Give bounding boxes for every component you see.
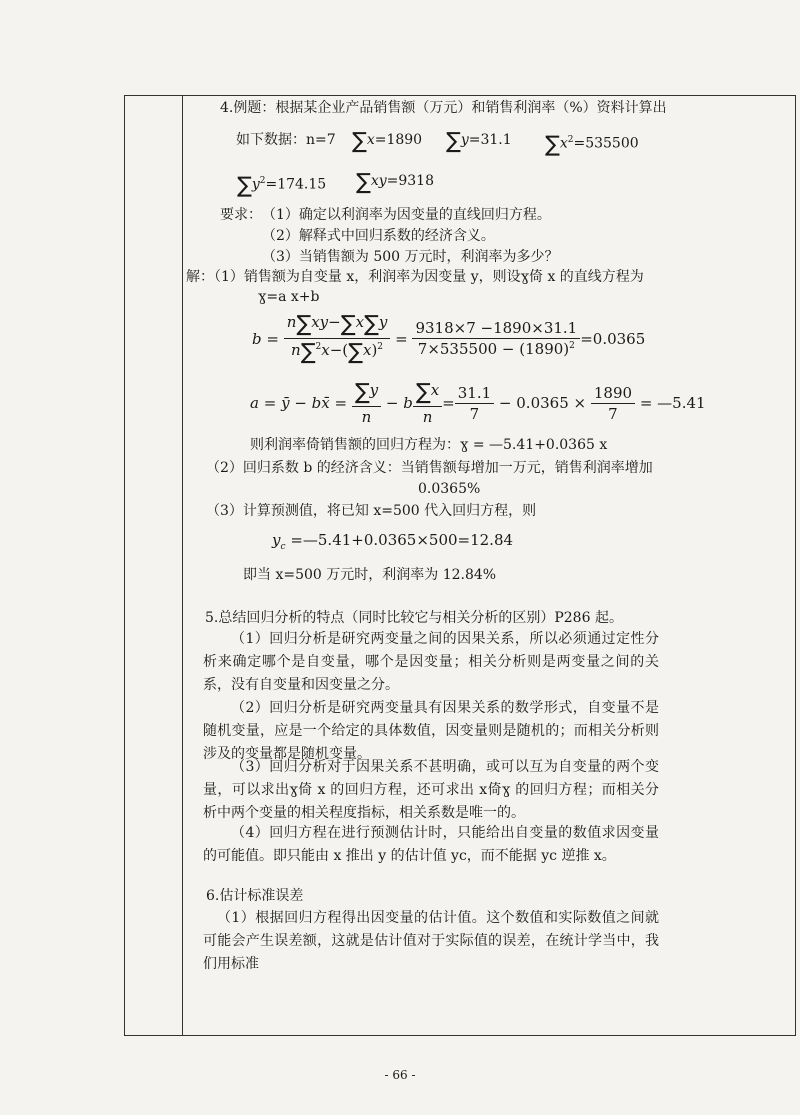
section-6-point-1: （1）根据回归方程得出因变量的估计值。这个数值和实际数值之间就可能会产生误差额，这就是估计值对于实际值的误差，在统计学当中，我们用标准 (203, 910, 659, 972)
section-6-heading: 6.估计标准误差 (206, 888, 304, 904)
data-sum-x2: $\sum x^2=535500$ (545, 132, 639, 158)
data-sum-x: ∑x=1890 (352, 129, 423, 154)
data-sum-y: ∑y=31.1 (446, 129, 512, 154)
a-formula: a = ȳ − b x̄ = $\frac{\sum y}{n}$ − b $\frac{\sum x}{n}$ = $\frac{31.1}{7}$ − 0.0365 × $\frac{1890}{7}$ = —5.41 (250, 380, 706, 426)
b-formula: b = $\frac{n\sum xy-\sum x\sum y}{n\sum^2x-(\sum x)^2}$ = $\frac{9318\times 7 -1890\times 31.1}{7\times 535500 - (1890)^2}$ =0.0365 (252, 312, 646, 365)
solution-3-line: （3）计算预测值，将已知 x=500 代入回归方程，则 (206, 503, 537, 519)
summary-heading: 5.总结回归分析的特点（同时比较它与相关分析的区别）P286 起。 (205, 610, 623, 626)
summary-point-4: （4）回归方程在进行预测估计时，只能给出自变量的数值求因变量的可能值。即只能由 x 推出 y 的估计值 yc，而不能据 yc 逆推 x。 (203, 825, 659, 864)
regression-result: 则利润率倚销售额的回归方程为：ɣ = —5.41+0.0365 x (250, 437, 608, 453)
data-sum-y2: $\sum y^2=174.15$ (237, 173, 327, 199)
example-heading: 4.例题：根据某企业产品销售额（万元）和销售利润率（%）资料计算出 (220, 100, 667, 116)
summary-point-2: （2）回归分析是研究两变量具有因果关系的数学形式，自变量不是随机变量，应是一个给定的具体数值，因变量则是随机的；而相关分析则涉及的变量都是随机变量。 (203, 700, 659, 762)
solution-2-line1: （2）回归系数 b 的经济含义：当销售额每增加一万元，销售利润率增加 (206, 460, 653, 476)
data-n: 如下数据：n=7 (236, 132, 336, 148)
column-divider (182, 96, 183, 1036)
requirement-3: （3）当销售额为 500 万元时，利润率为多少？ (262, 249, 559, 265)
requirements-label: 要求： (220, 207, 262, 223)
data-sum-xy: ∑xy=9318 (356, 170, 434, 195)
page-number: - 66 - (384, 1068, 416, 1082)
solution-2-line2: 0.0365% (418, 481, 481, 497)
a-result: = —5.41 (639, 394, 706, 412)
requirement-2: （2）解释式中回归系数的经济含义。 (262, 228, 495, 244)
summary-point-3: （3）回归分析对于因果关系不甚明确，或可以互为自变量的两个变量，可以求出ɣ倚 x 的回归方程，还可求出 x倚ɣ 的回归方程；而相关分析中两个变量的相关程度指标，相关系数是唯一的。 (203, 759, 659, 821)
b-result: =0.0365 (580, 329, 646, 348)
summary-point-1: （1）回归分析是研究两变量之间的因果关系，所以必须通过定性分析来确定哪个是自变量，哪个是因变量；相关分析则是两变量之间的关系，没有自变量和因变量之分。 (203, 631, 659, 693)
equation-form: ɣ=a x+b (258, 289, 320, 305)
yc-calculation: $y_c$ =—5.41+0.0365×500=12.84 (272, 531, 514, 552)
bottom-rule (124, 1035, 796, 1036)
conclusion: 即当 x=500 万元时，利润率为 12.84% (243, 567, 497, 583)
solution-1-line: 解：（1）销售额为自变量 x，利润率为因变量 y，则设ɣ倚 x 的直线方程为 (186, 269, 644, 285)
requirement-1: （1）确定以利润率为因变量的直线回归方程。 (262, 207, 551, 223)
